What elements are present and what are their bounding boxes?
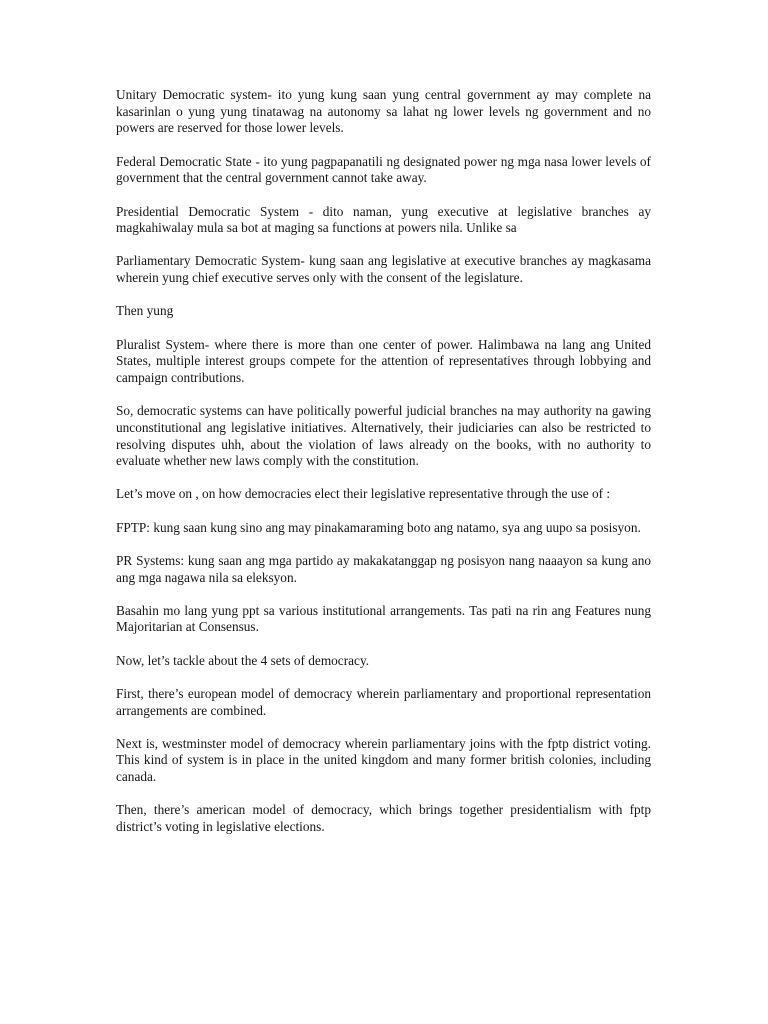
paragraph-pr-systems: PR Systems: kung saan ang mga partido ay makakatanggap ng posisyon nang naaayon sa kung ano ang mga nagawa nila sa eleksyon.	[116, 552, 651, 585]
paragraph-pluralist-system: Pluralist System- where there is more than one center of power. Halimbawa na lang ang United States, multiple interest groups compete for the attention of representatives through lobbying and campaign contributions.	[116, 336, 651, 385]
paragraph-unitary-democratic-system: Unitary Democratic system- ito yung kung saan yung central government ay may complete na kasarinlan o yung yung tinatawag na autonomy sa lahat ng lower levels ng government and no powers are reserved for those lower levels.	[116, 87, 651, 136]
paragraph-presidential-democratic-system: Presidential Democratic System - dito naman, yung executive at legislative branches ay magkahiwalay mula sa bot at maging sa functions at powers nila. Unlike sa	[116, 203, 651, 236]
paragraph-then-yung: Then yung	[116, 303, 174, 319]
paragraph-american-model: Then, there’s american model of democracy, which brings together presidentialism with fptp district’s voting in legislative elections.	[116, 802, 651, 835]
paragraph-westminster-model: Next is, westminster model of democracy wherein parliamentary joins with the fptp district voting. This kind of system is in place in the united kingdom and many former british colonies, including canada.	[116, 735, 651, 785]
paragraph-judicial-branches: So, democratic systems can have politically powerful judicial branches na may authority na gawing unconstitutional ang legislative initiatives. Alternatively, their judiciaries can also be restricted to resolving disputes uhh, about the violation of laws already on the books, with no authority to evaluate whether new laws comply with the constitution.	[116, 403, 651, 469]
paragraph-parliamentary-democratic-system: Parliamentary Democratic System- kung saan ang legislative at executive branches ay magkasama wherein yung chief executive serves only with the consent of the legislature.	[116, 253, 651, 286]
paragraph-fptp: FPTP: kung saan kung sino ang may pinakamaraming boto ang natamo, sya ang uupo sa posisyon.	[116, 519, 641, 535]
paragraph-european-model: First, there’s european model of democracy wherein parliamentary and proportional representation arrangements are combined.	[116, 685, 651, 718]
document-body	[116, 87, 651, 852]
paragraph-four-sets-of-democracy: Now, let’s tackle about the 4 sets of democracy.	[116, 652, 370, 668]
paragraph-elect-legislative-representative: Let’s move on , on how democracies elect their legislative representative through the use of :	[116, 486, 611, 502]
paragraph-institutional-arrangements: Basahin mo lang yung ppt sa various institutional arrangements. Tas pati na rin ang Features nung Majoritarian at Consensus.	[116, 602, 651, 635]
paragraph-federal-democratic-state: Federal Democratic State - ito yung pagpapanatili ng designated power ng mga nasa lower levels of government that the central government cannot take away.	[116, 153, 651, 186]
